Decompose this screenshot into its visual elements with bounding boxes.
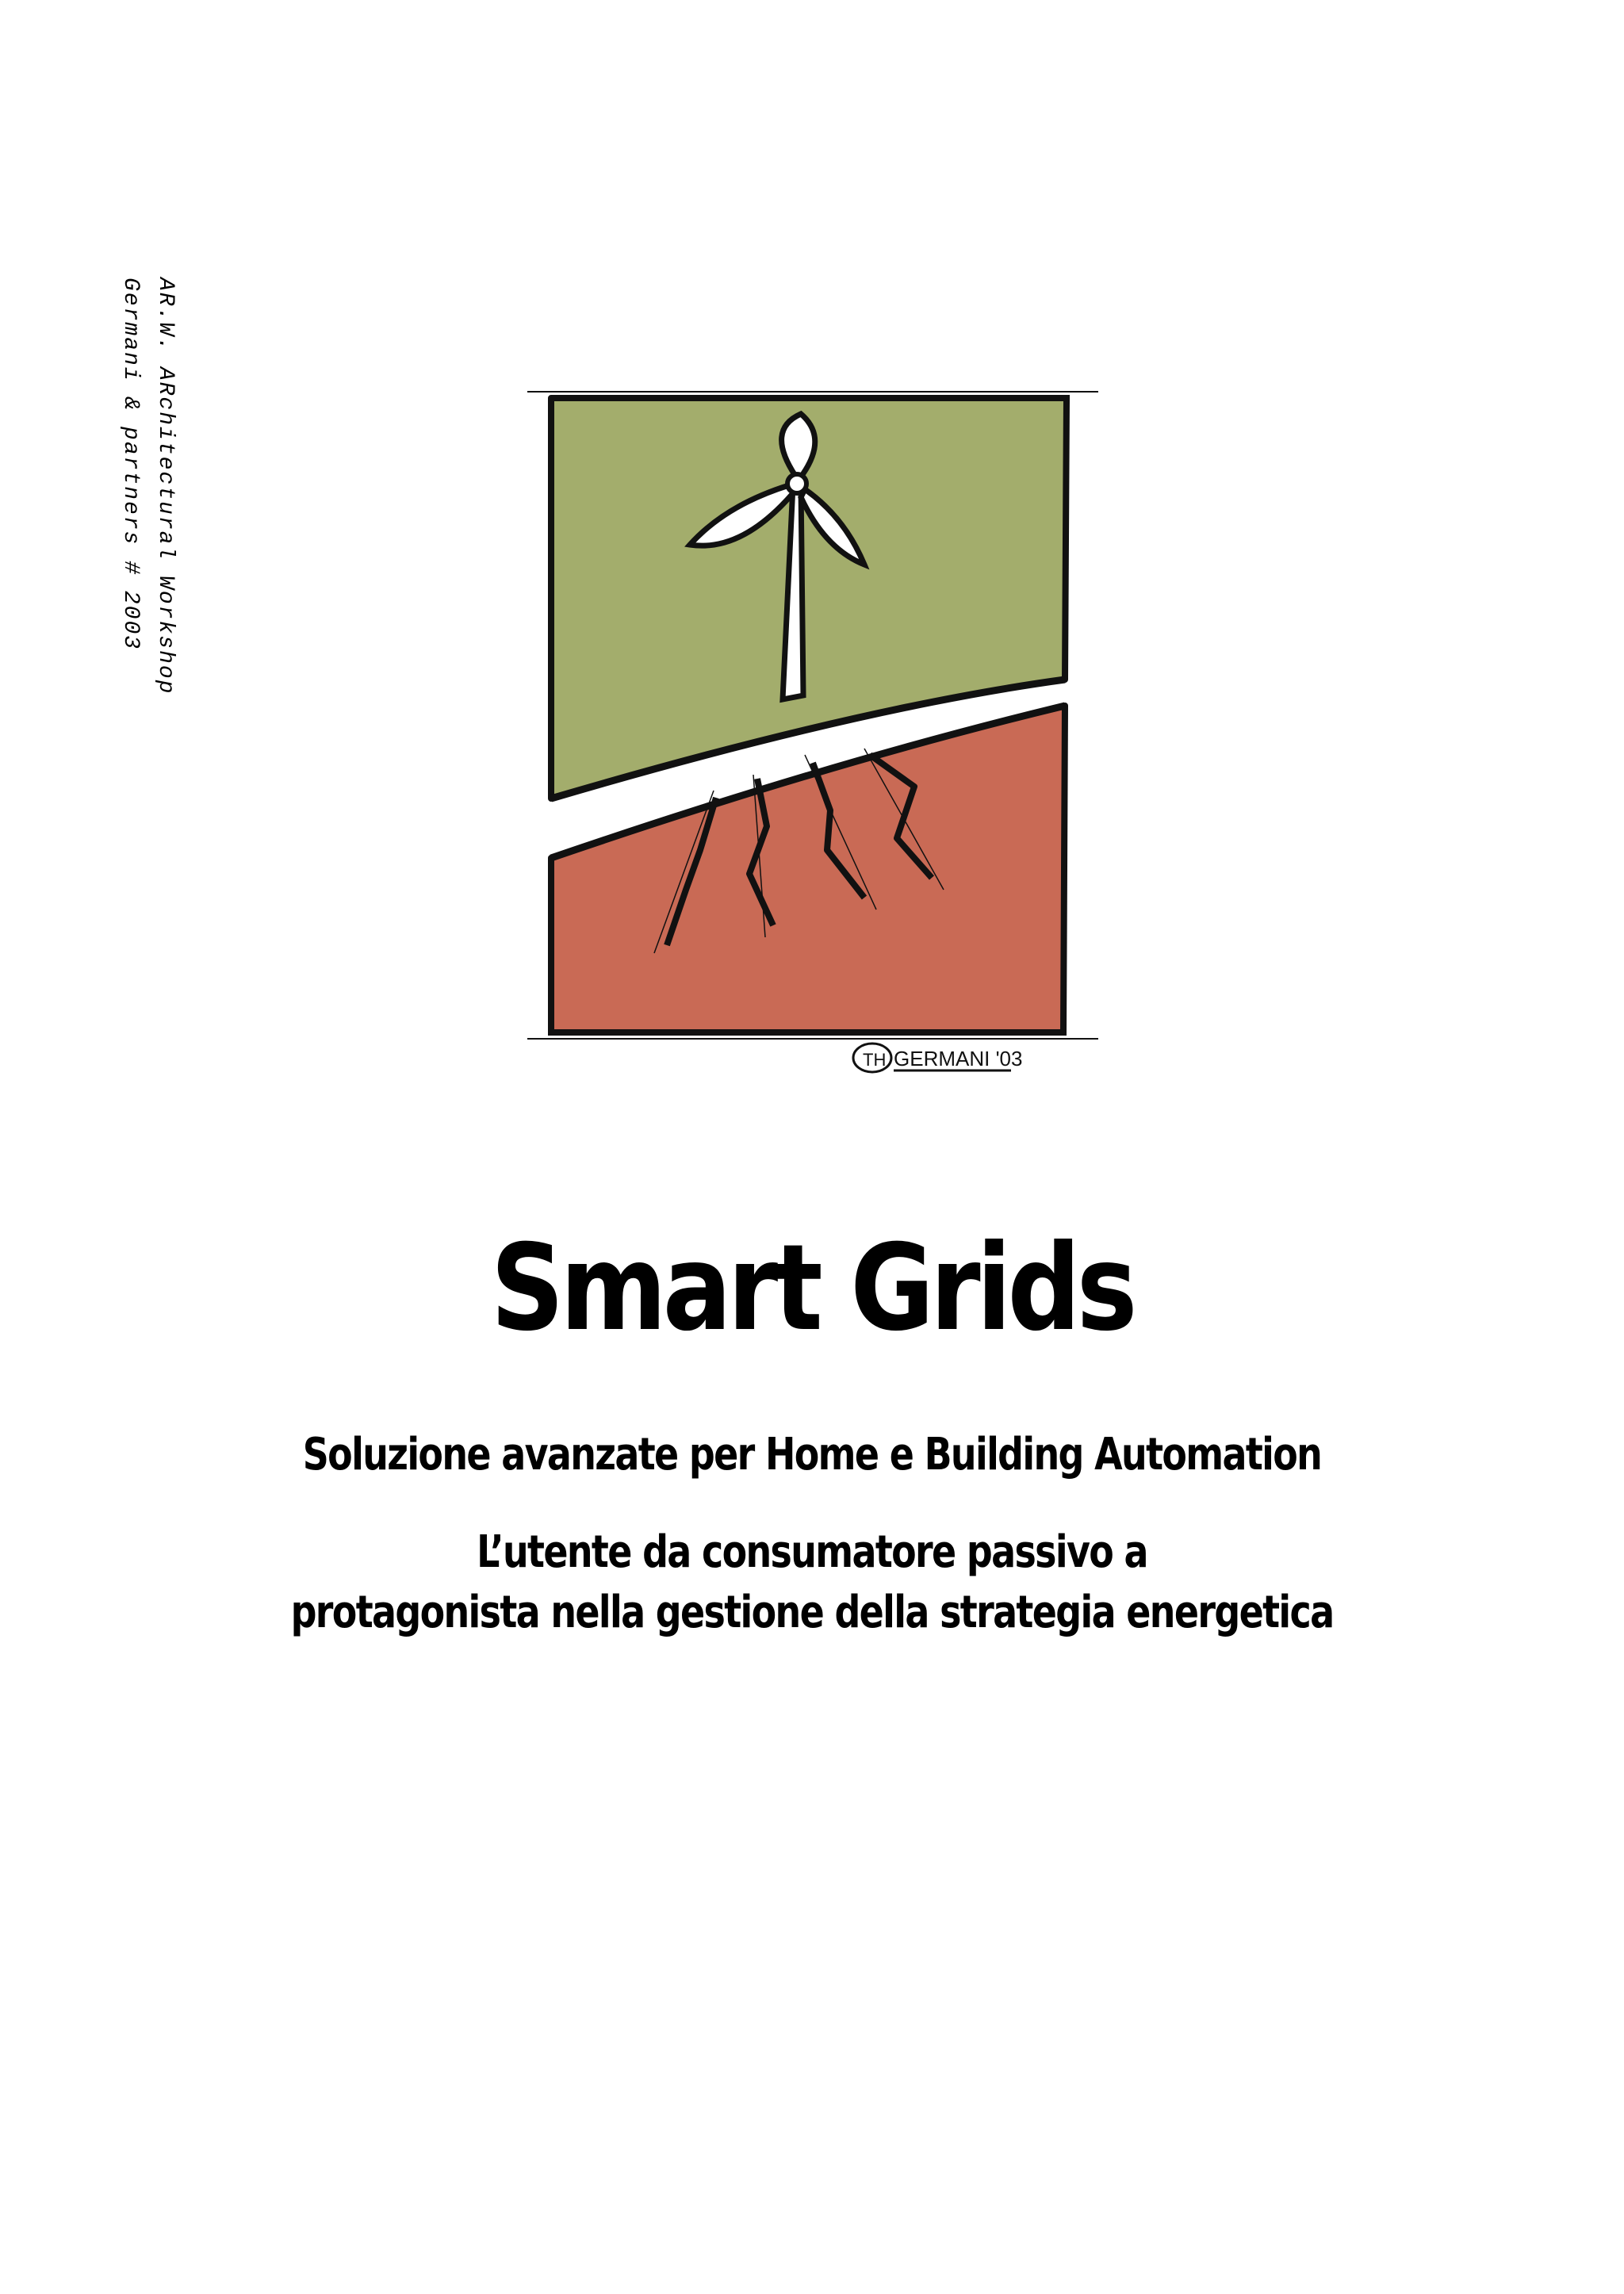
svg-text:GERMANI '03: GERMANI '03 (894, 1047, 1023, 1070)
page-tagline (146, 1522, 1477, 1643)
page-title: Smart Grids (490, 1220, 1134, 1358)
svg-text:TH: TH (863, 1050, 887, 1070)
sidebar-line-1: AR.W. ARchitectural Workshop (153, 278, 178, 695)
tagline-line-2: protagonista nella gestione della strategia energetica (290, 1587, 1334, 1638)
sidebar-credit (111, 278, 182, 753)
tagline-line-1: L’utente da consumatore passivo a (477, 1526, 1147, 1578)
artist-signature (853, 1044, 1022, 1072)
page-subtitle: Soluzione avanzate per Home e Building Automation (302, 1429, 1322, 1480)
turbine-hub (787, 474, 806, 493)
sidebar-line-2: Germani & partners # 2003 (118, 278, 143, 651)
wind-turbine-illustration (527, 382, 1098, 1080)
